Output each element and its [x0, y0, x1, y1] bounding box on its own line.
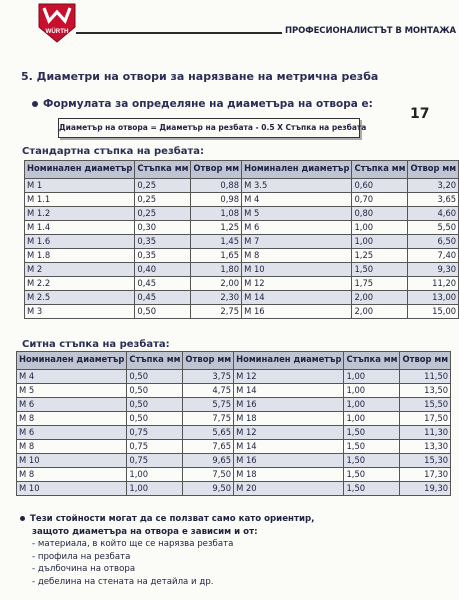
page-number: 17: [410, 106, 430, 122]
table-cell: 11,20: [408, 277, 459, 291]
table-cell: 4,60: [408, 207, 459, 221]
table-cell: 15,30: [400, 454, 451, 468]
table-row: [17, 468, 451, 482]
table-row: [25, 305, 459, 319]
table-cell: M 14: [234, 384, 344, 398]
table-row: [25, 207, 459, 221]
table-cell: 11,50: [400, 370, 451, 384]
table-cell: 1,50: [344, 426, 400, 440]
table-cell: 1,25: [352, 249, 408, 263]
table-cell: M 8: [17, 412, 127, 426]
table-cell: M 16: [234, 398, 344, 412]
table-cell: M 5: [242, 207, 352, 221]
table-cell: M 4: [242, 193, 352, 207]
table-cell: M 10: [242, 263, 352, 277]
table-cell: M 20: [234, 482, 344, 496]
column-header: Номинален диаметър: [242, 161, 352, 179]
table-cell: M 8: [17, 468, 127, 482]
table-cell: M 16: [242, 305, 352, 319]
table-row: [17, 370, 451, 384]
table-cell: 0,35: [135, 249, 191, 263]
table-cell: 19,30: [400, 482, 451, 496]
table-cell: M 1.2: [25, 207, 135, 221]
table-cell: 0,45: [135, 291, 191, 305]
wurth-logo: [38, 3, 76, 43]
table-cell: 1,75: [352, 277, 408, 291]
column-header: Стъпка мм: [344, 352, 400, 370]
table-cell: 3,20: [408, 179, 459, 193]
table-cell: 0,98: [191, 193, 242, 207]
table-header-row: [25, 161, 459, 179]
table-cell: 0,50: [127, 398, 183, 412]
column-header: Номинален диаметър: [234, 352, 344, 370]
column-header: Отвор мм: [183, 352, 234, 370]
table-cell: M 18: [234, 412, 344, 426]
table-cell: 1,08: [191, 207, 242, 221]
table-cell: 0,70: [352, 193, 408, 207]
table-cell: M 12: [234, 426, 344, 440]
table-cell: 17,50: [400, 412, 451, 426]
table-cell: M 14: [242, 291, 352, 305]
table-cell: 9,30: [408, 263, 459, 277]
table-cell: 1,50: [352, 263, 408, 277]
table-row: [25, 179, 459, 193]
table-cell: M 3: [25, 305, 135, 319]
table-cell: 2,75: [191, 305, 242, 319]
note-item: - материала, в който ще се нарязва резбата: [32, 539, 234, 549]
table-cell: 0,25: [135, 207, 191, 221]
notes-block: [20, 513, 314, 588]
table-cell: 0,50: [135, 305, 191, 319]
table-row: [25, 263, 459, 277]
table-row: [25, 221, 459, 235]
section-title: 5. Диаметри на отвори за нарязване на метрична резба: [21, 70, 379, 83]
note-item: - дебелина на стената на детайла и др.: [32, 576, 214, 587]
table-row: [25, 291, 459, 305]
table-cell: 0,50: [127, 384, 183, 398]
table-cell: 7,50: [183, 468, 234, 482]
table-cell: 1,45: [191, 235, 242, 249]
column-header: Стъпка мм: [352, 161, 408, 179]
table-cell: M 2.5: [25, 291, 135, 305]
table-cell: M 5: [17, 384, 127, 398]
bullet-icon: [32, 101, 38, 107]
table-cell: 0,60: [352, 179, 408, 193]
table-cell: 1,50: [344, 468, 400, 482]
note-item: - профила на резбата: [32, 551, 131, 562]
table-row: [17, 426, 451, 440]
formula-intro: [32, 98, 373, 110]
table-cell: 1,80: [191, 263, 242, 277]
table-cell: 0,75: [127, 454, 183, 468]
table-cell: M 12: [242, 277, 352, 291]
table-row: [25, 193, 459, 207]
table-cell: 13,00: [408, 291, 459, 305]
table-cell: 1,50: [344, 482, 400, 496]
table-cell: M 1.4: [25, 221, 135, 235]
table-cell: 1,00: [344, 398, 400, 412]
table-cell: 6,50: [408, 235, 459, 249]
table-row: [17, 398, 451, 412]
column-header: Номинален диаметър: [17, 352, 127, 370]
table-cell: 1,50: [344, 454, 400, 468]
column-header: Отвор мм: [191, 161, 242, 179]
table-cell: M 6: [17, 398, 127, 412]
column-header: Стъпка мм: [127, 352, 183, 370]
table-cell: 1,65: [191, 249, 242, 263]
table-cell: M 1.1: [25, 193, 135, 207]
table-cell: 0,25: [135, 193, 191, 207]
table-cell: M 12: [234, 370, 344, 384]
table-cell: 13,50: [400, 384, 451, 398]
table-cell: 1,00: [127, 468, 183, 482]
table-cell: 0,75: [127, 440, 183, 454]
formula-box: Диаметър на отвора = Диаметър на резбата - 0.5 X Стъпка на резбата: [58, 118, 360, 138]
table-cell: M 10: [17, 454, 127, 468]
table-cell: M 7: [242, 235, 352, 249]
table-row: [25, 249, 459, 263]
table-cell: M 1.8: [25, 249, 135, 263]
table-cell: M 8: [17, 440, 127, 454]
table-cell: 0,50: [127, 370, 183, 384]
column-header: Отвор мм: [408, 161, 459, 179]
table-cell: M 3.5: [242, 179, 352, 193]
table-cell: 17,30: [400, 468, 451, 482]
table-cell: 0,80: [352, 207, 408, 221]
table-cell: M 6: [242, 221, 352, 235]
fine-pitch-table: [16, 351, 451, 496]
table-cell: 13,30: [400, 440, 451, 454]
table-cell: 11,30: [400, 426, 451, 440]
table-cell: 0,25: [135, 179, 191, 193]
formula-intro-text: Формулата за определяне на диаметъра на отвора е:: [43, 98, 373, 110]
table-header-row: [17, 352, 451, 370]
table-cell: 0,45: [135, 277, 191, 291]
table-cell: M 2: [25, 263, 135, 277]
table-cell: 1,25: [191, 221, 242, 235]
table-row: [25, 277, 459, 291]
table-row: [17, 412, 451, 426]
table-cell: M 14: [234, 440, 344, 454]
table-cell: M 10: [17, 482, 127, 496]
table-cell: 0,88: [191, 179, 242, 193]
table-row: [17, 384, 451, 398]
table-cell: 3,75: [183, 370, 234, 384]
table-cell: M 1: [25, 179, 135, 193]
table-cell: 2,00: [352, 291, 408, 305]
table-cell: M 8: [242, 249, 352, 263]
table-cell: 2,00: [191, 277, 242, 291]
table-row: [17, 482, 451, 496]
table-cell: M 16: [234, 454, 344, 468]
column-header: Отвор мм: [400, 352, 451, 370]
table-cell: 0,30: [135, 221, 191, 235]
table-cell: 0,35: [135, 235, 191, 249]
table-cell: 5,50: [408, 221, 459, 235]
table-cell: 1,00: [344, 384, 400, 398]
table-cell: 3,65: [408, 193, 459, 207]
column-header: Стъпка мм: [135, 161, 191, 179]
table-cell: 0,50: [127, 412, 183, 426]
table-cell: 1,00: [344, 412, 400, 426]
fine-table-title: Ситна стъпка на резбата:: [22, 339, 170, 350]
table-cell: 1,00: [344, 370, 400, 384]
note-line: защото диаметъра на отвора е зависим и от:: [32, 526, 258, 537]
table-cell: 1,00: [352, 235, 408, 249]
table-cell: 1,00: [127, 482, 183, 496]
table-cell: 7,65: [183, 440, 234, 454]
table-cell: M 1.6: [25, 235, 135, 249]
standard-table-title: Стандартна стъпка на резбата:: [22, 146, 205, 157]
logo-text: WÜRTH: [45, 28, 69, 35]
table-cell: 7,75: [183, 412, 234, 426]
table-cell: 0,75: [127, 426, 183, 440]
table-row: [25, 235, 459, 249]
table-cell: 9,50: [183, 482, 234, 496]
table-cell: 5,75: [183, 398, 234, 412]
table-cell: 1,00: [352, 221, 408, 235]
note-line: [20, 513, 314, 526]
table-cell: M 2.2: [25, 277, 135, 291]
table-cell: M 6: [17, 426, 127, 440]
table-cell: M 4: [17, 370, 127, 384]
table-cell: 9,65: [183, 454, 234, 468]
standard-pitch-table: [24, 160, 459, 319]
table-cell: 7,40: [408, 249, 459, 263]
column-header: Номинален диаметър: [25, 161, 135, 179]
table-cell: 2,00: [352, 305, 408, 319]
note-item: - дълбочина на отвора: [32, 564, 136, 574]
table-cell: 15,00: [408, 305, 459, 319]
note-text: Тези стойности могат да се ползват само като ориентир,: [30, 514, 315, 524]
table-row: [17, 454, 451, 468]
table-cell: 5,65: [183, 426, 234, 440]
table-cell: 4,75: [183, 384, 234, 398]
table-row: [17, 440, 451, 454]
bullet-icon: [20, 516, 25, 521]
brand-tagline: ПРОФЕСИОНАЛИСТЪТ В МОНТАЖА: [282, 26, 459, 36]
table-cell: 1,50: [344, 440, 400, 454]
table-cell: 0,40: [135, 263, 191, 277]
table-cell: 15,50: [400, 398, 451, 412]
table-cell: 2,30: [191, 291, 242, 305]
table-cell: M 18: [234, 468, 344, 482]
